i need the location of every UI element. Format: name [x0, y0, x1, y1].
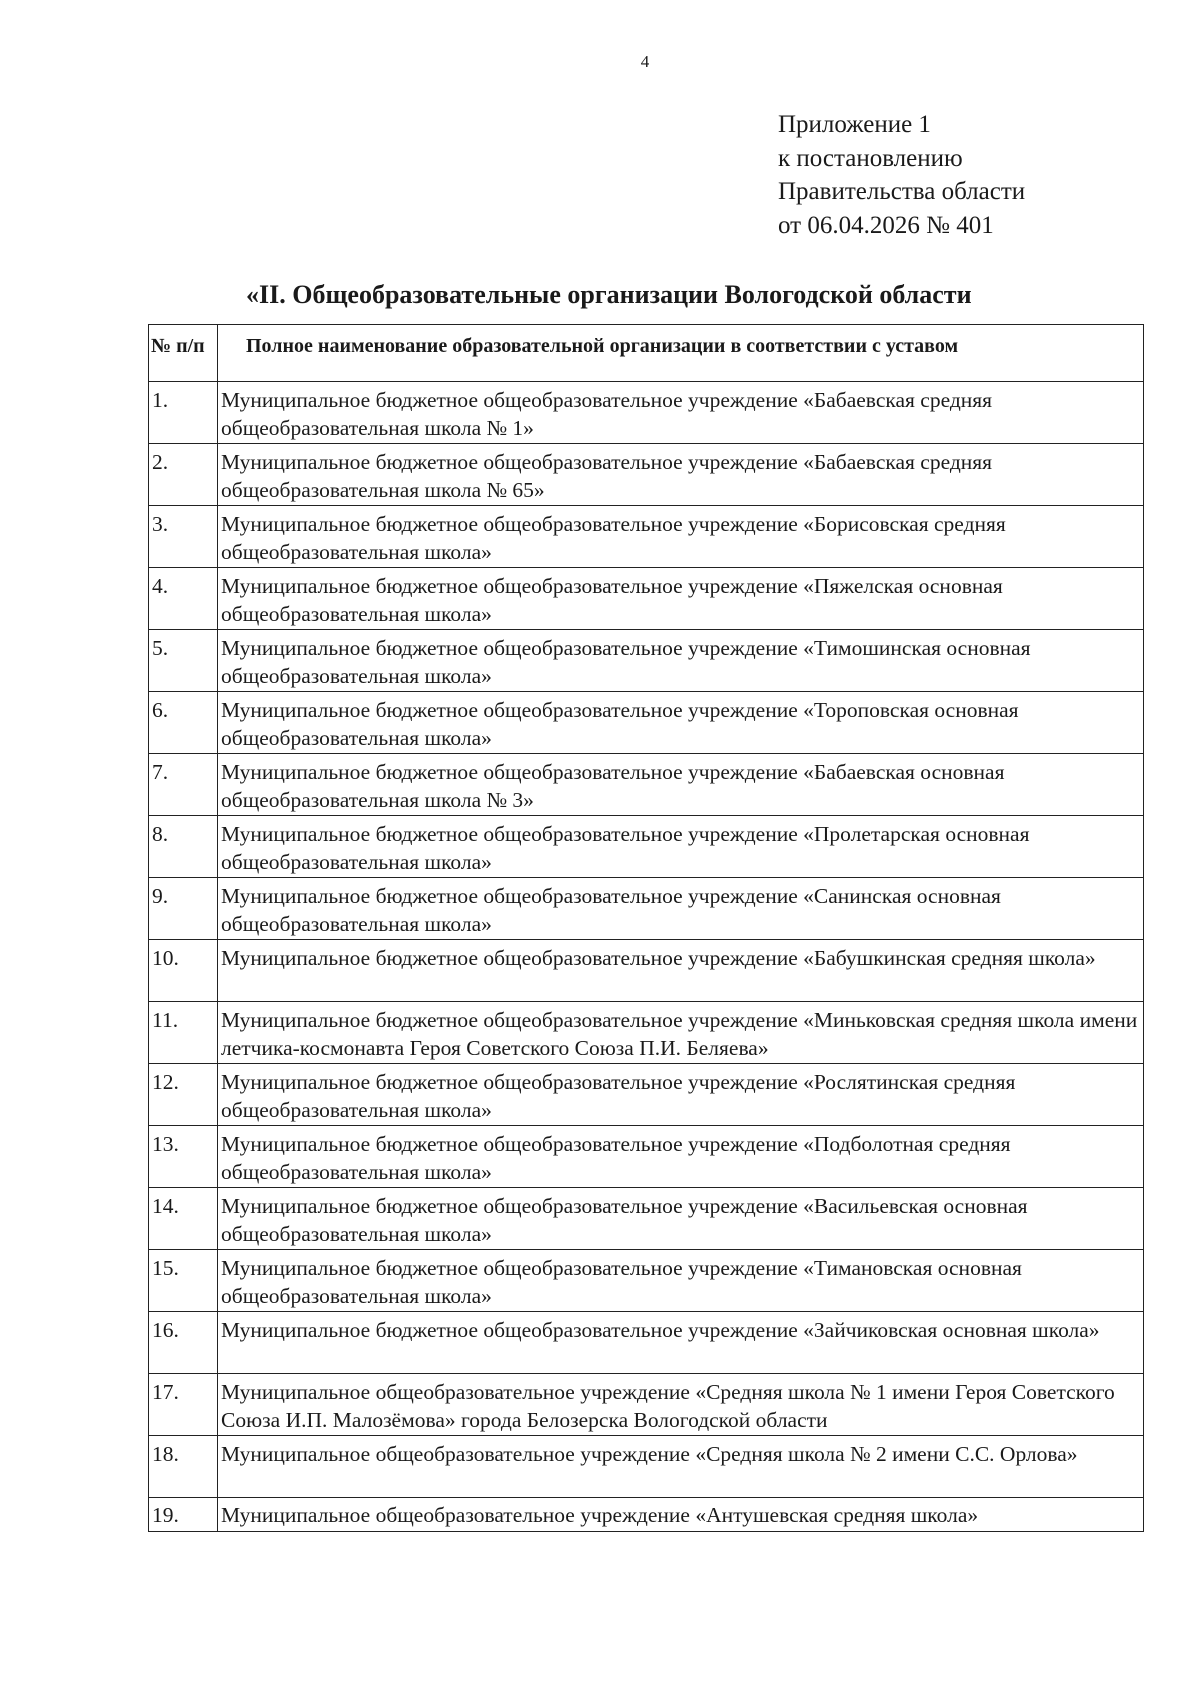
table-row	[149, 630, 1144, 692]
row-name: Муниципальное бюджетное общеобразовательное учреждение «Васильевская основная общеобразовательная школа»	[218, 1188, 1144, 1250]
row-name: Муниципальное бюджетное общеобразовательное учреждение «Бабушкинская средняя школа»	[218, 940, 1144, 1002]
row-number: 14.	[149, 1188, 218, 1250]
row-name: Муниципальное бюджетное общеобразовательное учреждение «Подболотная средняя общеобразовательная школа»	[218, 1126, 1144, 1188]
row-number: 1.	[149, 382, 218, 444]
table-row	[149, 568, 1144, 630]
table-row	[149, 1188, 1144, 1250]
row-number: 2.	[149, 444, 218, 506]
row-name: Муниципальное бюджетное общеобразовательное учреждение «Зайчиковская основная школа»	[218, 1312, 1144, 1374]
row-number: 7.	[149, 754, 218, 816]
row-name: Муниципальное бюджетное общеобразовательное учреждение «Тимошинская основная общеобразовательная школа»	[218, 630, 1144, 692]
appendix-line-3: Правительства области	[778, 178, 1026, 205]
table-row	[149, 382, 1144, 444]
row-name: Муниципальное бюджетное общеобразовательное учреждение «Тороповская основная общеобразовательная школа»	[218, 692, 1144, 754]
table-row	[149, 1064, 1144, 1126]
row-name: Муниципальное бюджетное общеобразовательное учреждение «Пролетарская основная общеобразовательная школа»	[218, 816, 1144, 878]
row-name: Муниципальное бюджетное общеобразовательное учреждение «Бабаевская средняя общеобразовательная школа № 1»	[218, 382, 1144, 444]
row-name: Муниципальное бюджетное общеобразовательное учреждение «Тимановская основная общеобразовательная школа»	[218, 1250, 1144, 1312]
row-name: Муниципальное бюджетное общеобразовательное учреждение «Миньковская средняя школа имени летчика-космонавта Героя Советского Союза П.И. Беляева»	[218, 1002, 1144, 1064]
row-name: Муниципальное бюджетное общеобразовательное учреждение «Санинская основная общеобразовательная школа»	[218, 878, 1144, 940]
header-name: Полное наименование образовательной организации в соответствии с уставом	[218, 325, 1144, 382]
row-number: 6.	[149, 692, 218, 754]
table-row	[149, 1312, 1144, 1374]
page-number: 4	[640, 52, 650, 71]
table-row	[149, 506, 1144, 568]
table-row	[149, 1374, 1144, 1436]
row-number: 3.	[149, 506, 218, 568]
row-name: Муниципальное бюджетное общеобразовательное учреждение «Бабаевская основная общеобразовательная школа № 3»	[218, 754, 1144, 816]
row-number: 4.	[149, 568, 218, 630]
row-number: 9.	[149, 878, 218, 940]
row-number: 13.	[149, 1126, 218, 1188]
table-row	[149, 816, 1144, 878]
table-header-row	[149, 325, 1144, 382]
appendix-line-1: Приложение 1	[778, 111, 931, 138]
table-body	[149, 382, 1144, 1532]
table-row	[149, 878, 1144, 940]
row-number: 11.	[149, 1002, 218, 1064]
appendix-line-4: от 06.04.2026 № 401	[778, 211, 994, 239]
header-number: № п/п	[149, 325, 218, 382]
row-name: Муниципальное общеобразовательное учреждение «Средняя школа № 2 имени С.С. Орлова»	[218, 1436, 1144, 1498]
row-number: 12.	[149, 1064, 218, 1126]
row-number: 5.	[149, 630, 218, 692]
appendix-line-2: к постановлению	[778, 144, 963, 172]
row-number: 15.	[149, 1250, 218, 1312]
row-number: 10.	[149, 940, 218, 1002]
table-row	[149, 940, 1144, 1002]
row-number: 17.	[149, 1374, 218, 1436]
section-title: «II. Общеобразовательные организации Вологодской области	[246, 280, 972, 309]
table-row	[149, 1436, 1144, 1498]
table-row	[149, 1002, 1144, 1064]
organizations-table	[148, 324, 1144, 1532]
row-name: Муниципальное бюджетное общеобразовательное учреждение «Рослятинская средняя общеобразовательная школа»	[218, 1064, 1144, 1126]
row-name: Муниципальное бюджетное общеобразовательное учреждение «Бабаевская средняя общеобразовательная школа № 65»	[218, 444, 1144, 506]
table-row	[149, 1126, 1144, 1188]
table-row	[149, 1250, 1144, 1312]
row-number: 16.	[149, 1312, 218, 1374]
row-number: 18.	[149, 1436, 218, 1498]
table-row	[149, 444, 1144, 506]
row-name: Муниципальное общеобразовательное учреждение «Антушевская средняя школа»	[218, 1498, 1144, 1532]
row-number: 8.	[149, 816, 218, 878]
appendix-block	[778, 108, 1025, 242]
row-name: Муниципальное общеобразовательное учреждение «Средняя школа № 1 имени Героя Советского Союза И.П. Малозёмова» города Белозерска Вологодской области	[218, 1374, 1144, 1436]
row-name: Муниципальное бюджетное общеобразовательное учреждение «Пяжелская основная общеобразовательная школа»	[218, 568, 1144, 630]
table-row	[149, 754, 1144, 816]
row-name: Муниципальное бюджетное общеобразовательное учреждение «Борисовская средняя общеобразовательная школа»	[218, 506, 1144, 568]
table-row	[149, 1498, 1144, 1532]
table-row	[149, 692, 1144, 754]
row-number: 19.	[149, 1498, 218, 1532]
